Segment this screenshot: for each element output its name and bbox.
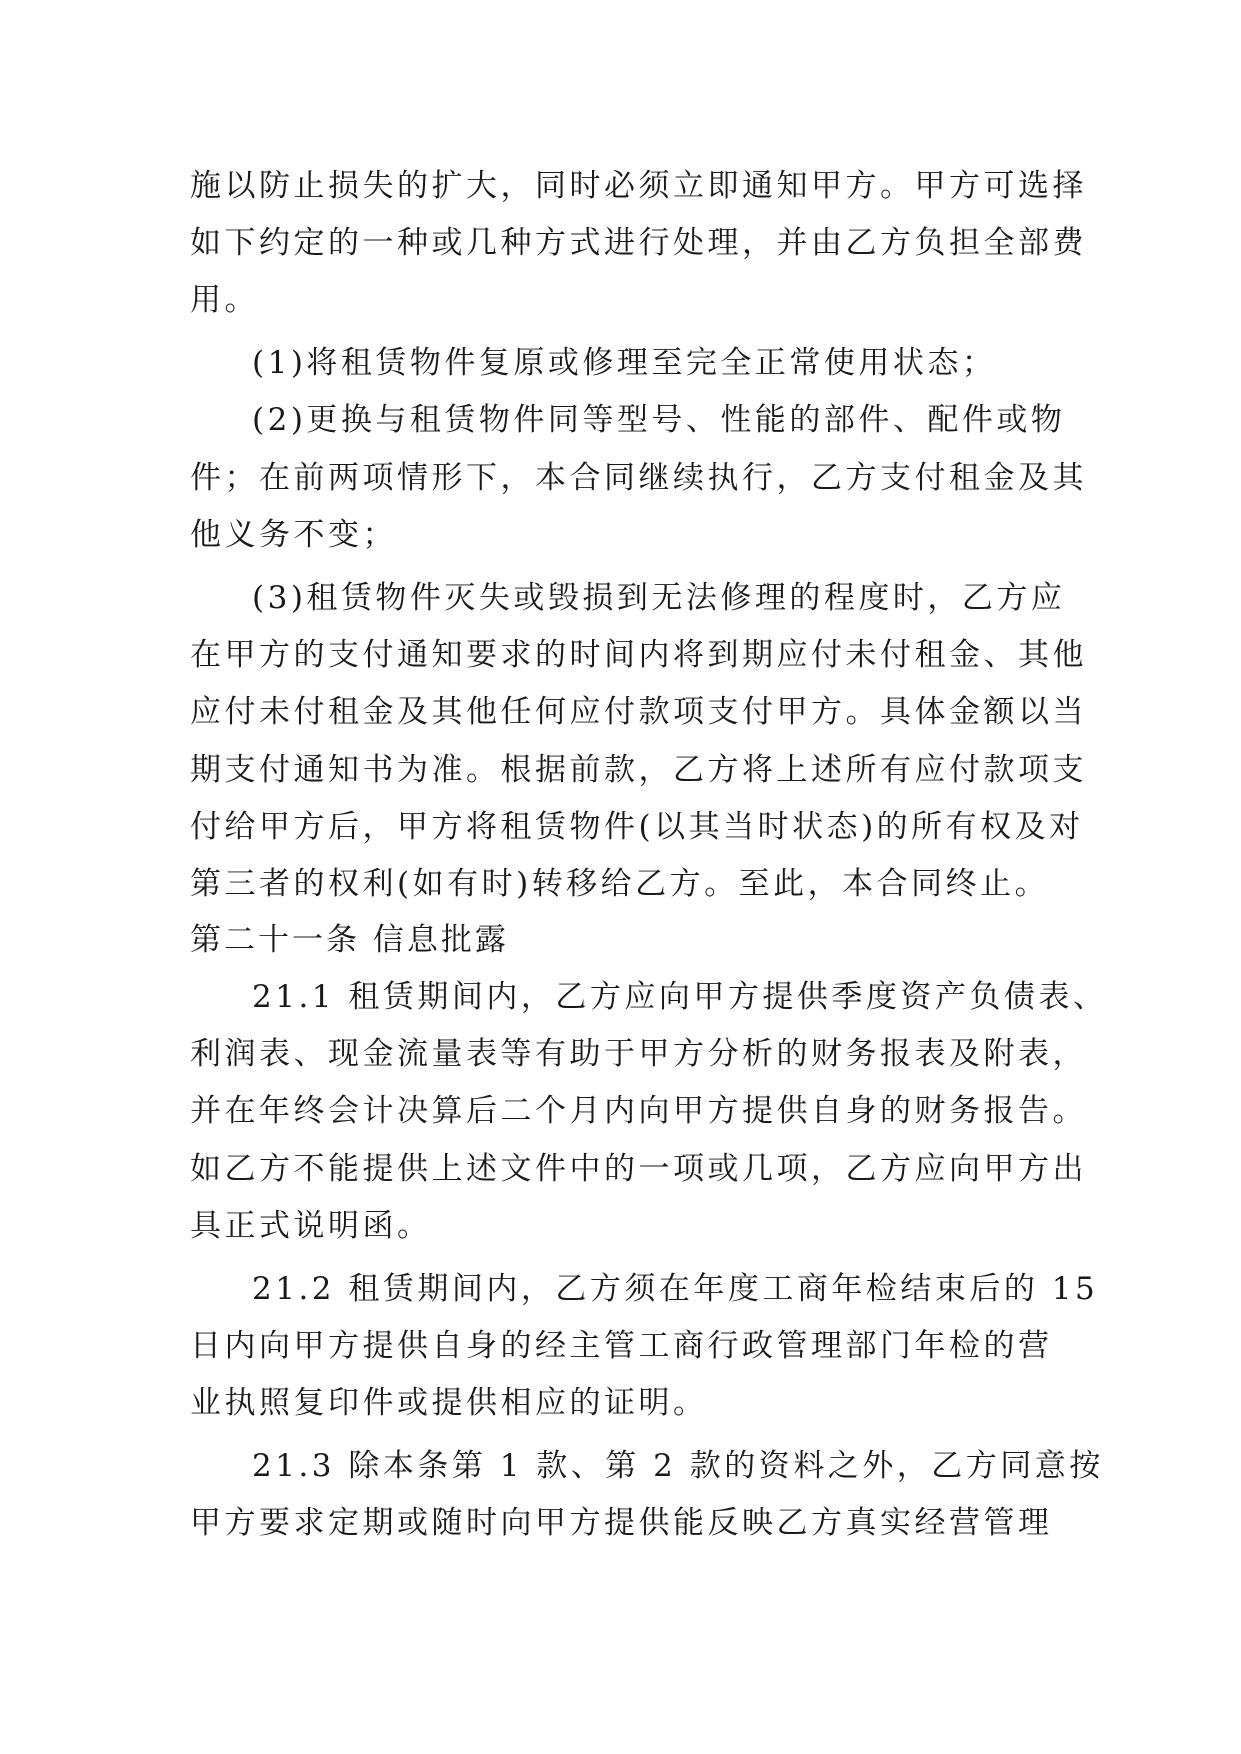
text-line: 并在年终会计决算后二个月内向甲方提供自身的财务报告。: [190, 1093, 1087, 1129]
text-line: 施以防止损失的扩大，同时必须立即通知甲方。甲方可选择: [190, 168, 1087, 204]
text-line: 如乙方不能提供上述文件中的一项或几项，乙方应向甲方出: [190, 1151, 1087, 1187]
text-line: 在甲方的支付通知要求的时间内将到期应付未付租金、其他: [190, 637, 1087, 673]
text-line: 件；在前两项情形下，本合同继续执行，乙方支付租金及其: [190, 460, 1087, 496]
text-line: 应付未付租金及其他任何应付款项支付甲方。具体金额以当: [190, 694, 1087, 730]
list-item-3: (3)租赁物件灭失或毁损到无法修理的程度时，乙方应: [252, 580, 1066, 616]
text-line: 利润表、现金流量表等有助于甲方分析的财务报表及附表，: [190, 1036, 1087, 1072]
text-line: 用。: [190, 282, 259, 318]
text-line: 业执照复印件或提供相应的证明。: [190, 1385, 708, 1421]
text-line: 日内向甲方提供自身的经主管工商行政管理部门年检的营: [190, 1328, 1053, 1364]
text-line: 甲方要求定期或随时向甲方提供能反映乙方真实经营管理: [190, 1505, 1053, 1541]
clause-21-2: 21.2 租赁期间内，乙方须在年度工商年检结束后的 15: [252, 1271, 1099, 1307]
list-item-1: (1)将租赁物件复原或修理至完全正常使用状态；: [252, 345, 997, 381]
text-line: 他义务不变；: [190, 517, 397, 553]
text-line: 期支付通知书为准。根据前款，乙方将上述所有应付款项支: [190, 752, 1087, 788]
clause-21-1: 21.1 租赁期间内，乙方应向甲方提供季度资产负债表、: [252, 979, 1108, 1015]
list-item-2: (2)更换与租赁物件同等型号、性能的部件、配件或物: [252, 402, 1066, 438]
text-line: 具正式说明函。: [190, 1208, 432, 1244]
text-line: 如下约定的一种或几种方式进行处理，并由乙方负担全部费: [190, 225, 1087, 261]
text-line: 第三者的权利(如有时)转移给乙方。至此，本合同终止。: [190, 866, 1050, 902]
section-heading: 第二十一条 信息批露: [190, 922, 509, 958]
text-line: 付给甲方后，甲方将租赁物件(以其当时状态)的所有权及对: [190, 809, 1084, 845]
clause-21-3: 21.3 除本条第 1 款、第 2 款的资料之外，乙方同意按: [252, 1448, 1104, 1484]
